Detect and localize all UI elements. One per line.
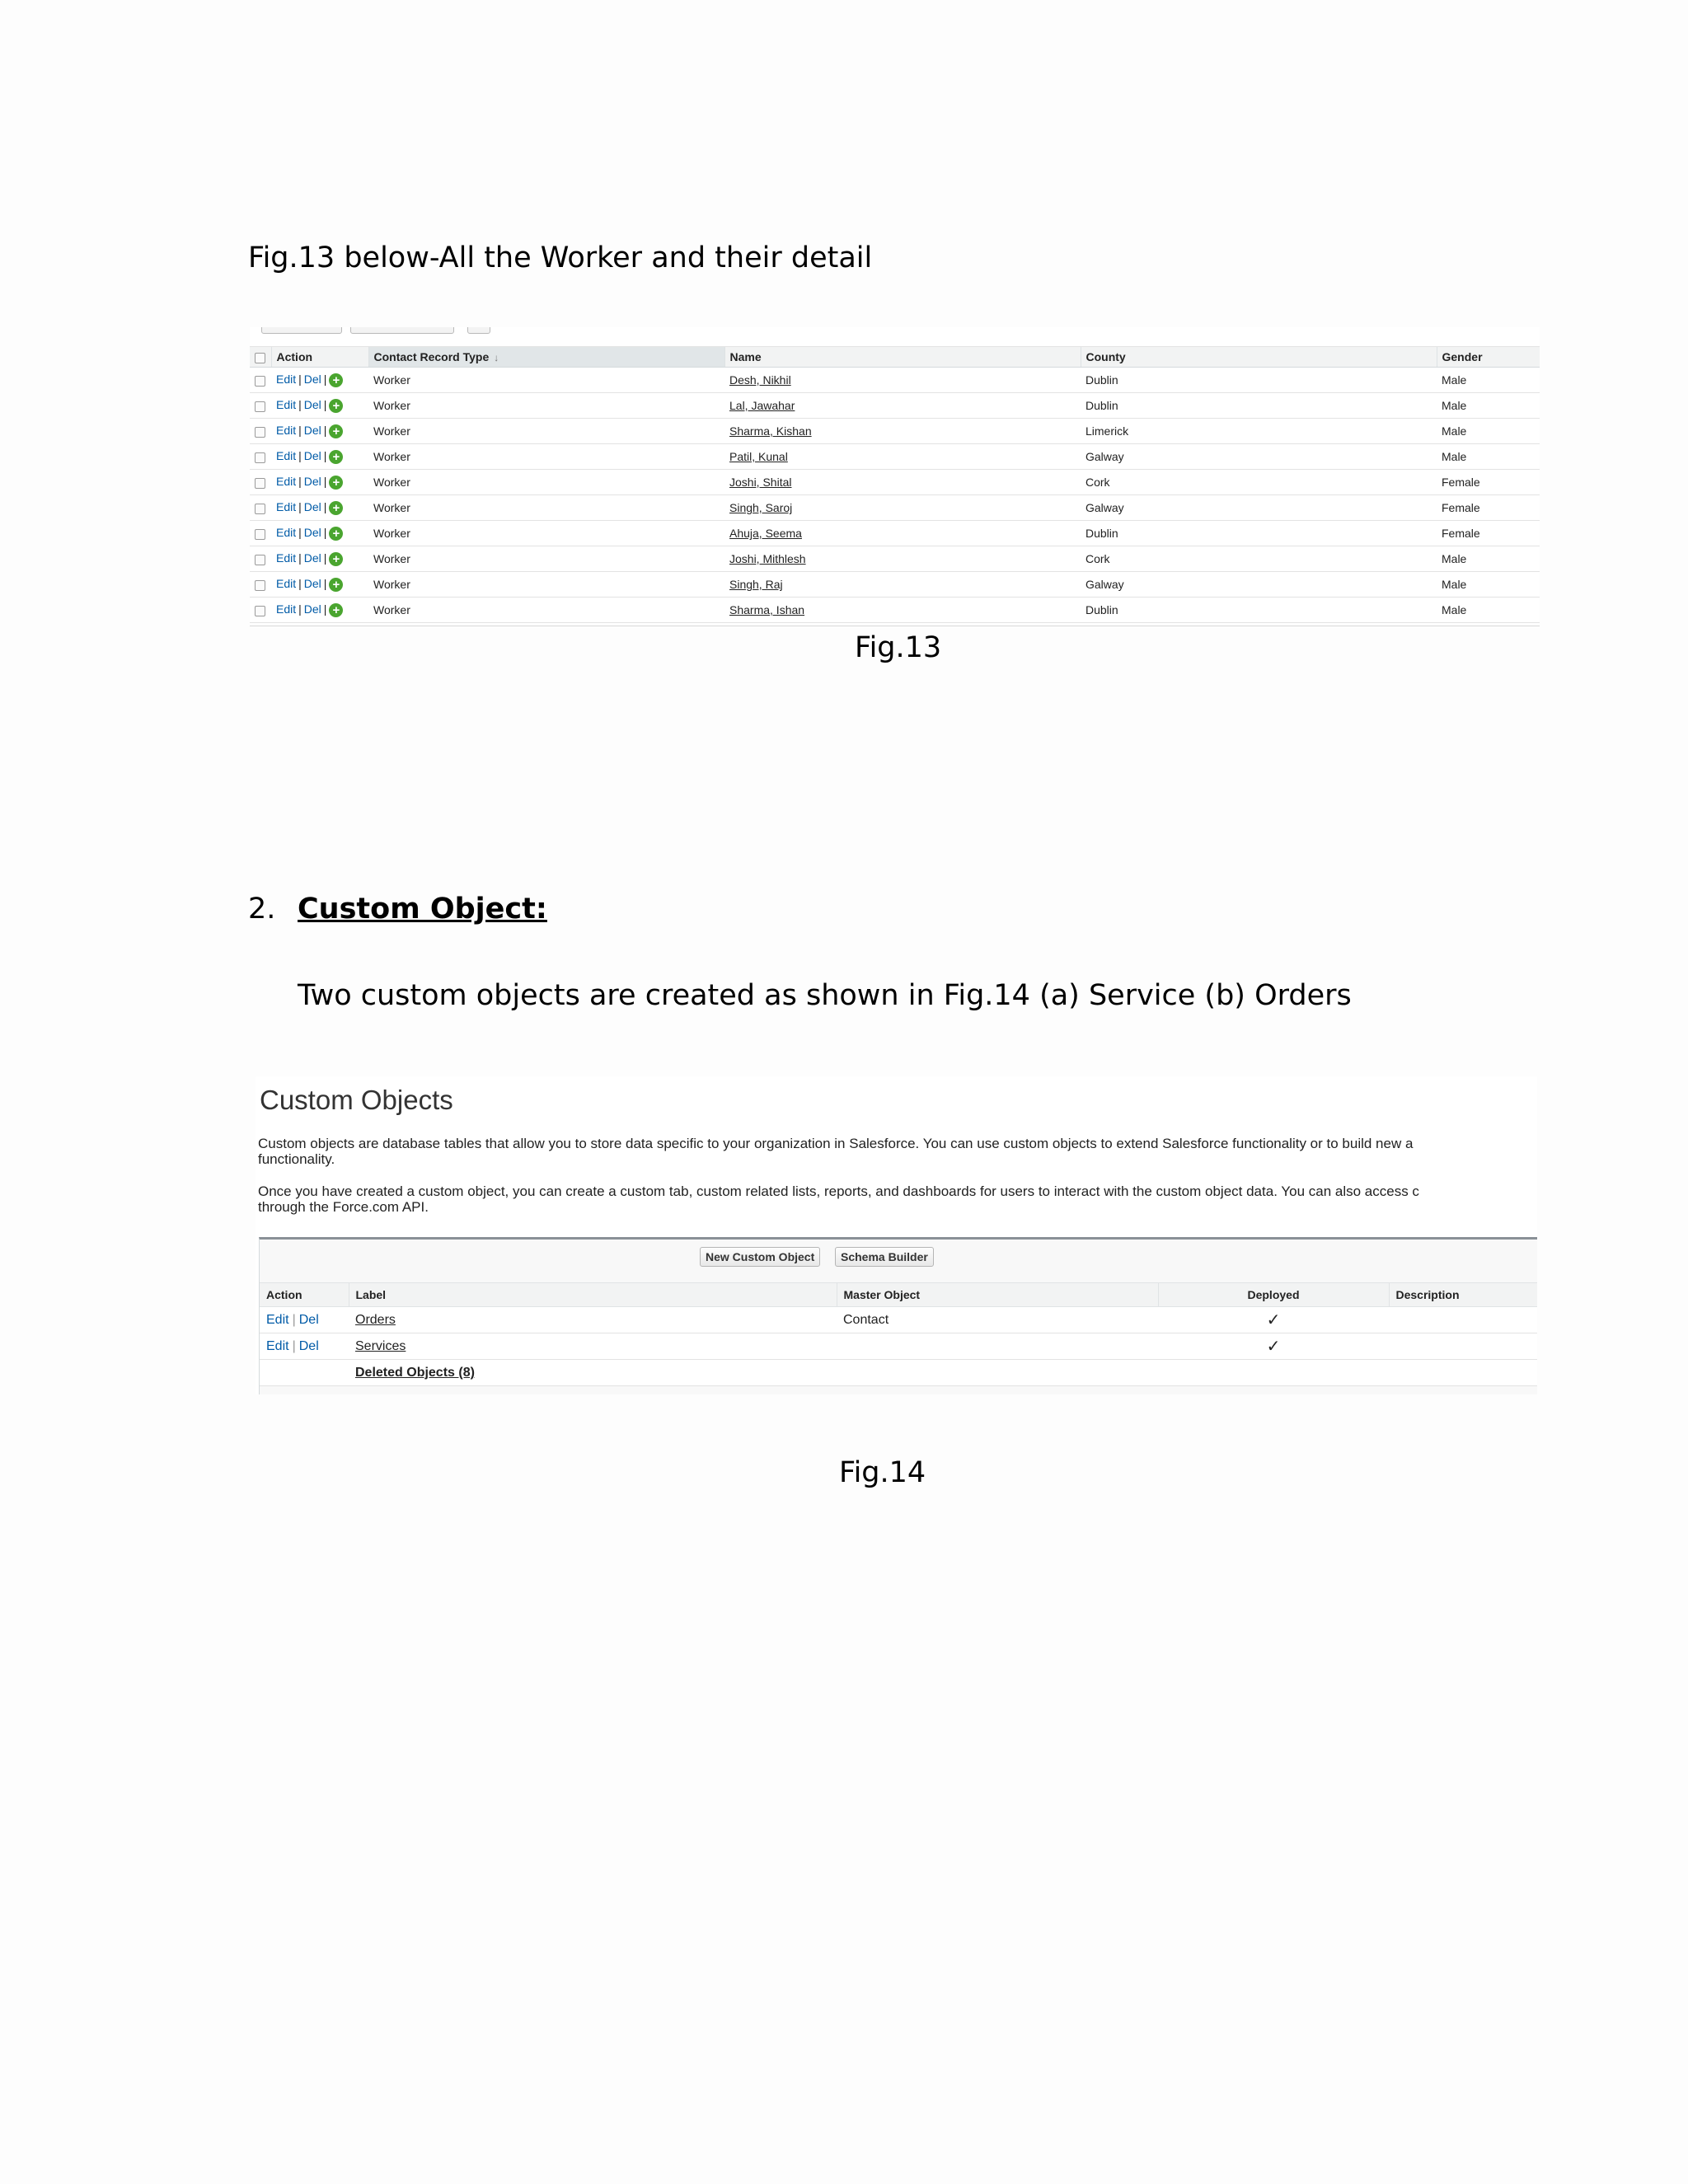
description-line: Custom objects are database tables that allow you to store data specific to your organization in Salesforce. You can use custom objects to extend Salesforce functionality or to build new a: [258, 1136, 1414, 1151]
custom-objects-description-1: [258, 1136, 1537, 1167]
separator: |: [292, 1312, 296, 1327]
gender-cell: Female: [1437, 521, 1540, 546]
separator: |: [323, 398, 327, 412]
empty-cell: [260, 1360, 349, 1386]
toolbar-button[interactable]: [350, 327, 454, 334]
select-all-checkbox[interactable]: [255, 353, 265, 363]
gender-cell: Male: [1437, 419, 1540, 444]
record-type-cell: Worker: [368, 572, 724, 598]
custom-objects-table: [260, 1282, 1537, 1386]
add-icon[interactable]: +: [329, 552, 343, 566]
separator: |: [323, 577, 327, 591]
gender-cell: Male: [1437, 572, 1540, 598]
edit-link[interactable]: Edit: [276, 424, 297, 438]
separator: |: [298, 602, 302, 616]
edit-link[interactable]: Edit: [266, 1312, 289, 1327]
name-cell: [724, 470, 1081, 495]
col-header-county[interactable]: County: [1081, 347, 1437, 368]
row-action-cell: [260, 1333, 349, 1360]
worker-name-link[interactable]: Patil, Kunal: [729, 450, 788, 463]
worker-name-link[interactable]: Ahuja, Seema: [729, 527, 802, 540]
label-cell: [349, 1333, 837, 1360]
separator: |: [323, 500, 327, 514]
county-cell: Galway: [1081, 495, 1437, 521]
deleted-objects-link[interactable]: Deleted Objects (8): [355, 1365, 475, 1380]
separator: |: [323, 373, 327, 387]
record-type-cell: Worker: [368, 470, 724, 495]
row-select-cell: [250, 572, 271, 598]
row-checkbox[interactable]: [255, 401, 265, 412]
object-label-link[interactable]: Services: [355, 1338, 406, 1353]
col-header-name[interactable]: Name: [724, 347, 1081, 368]
col-header-action: Action: [260, 1283, 349, 1307]
check-icon: ✓: [1266, 1311, 1281, 1329]
new-custom-object-button[interactable]: New Custom Object: [700, 1247, 820, 1267]
worker-name-link[interactable]: Singh, Raj: [729, 578, 783, 591]
table-toolbar: [250, 327, 1540, 347]
toolbar-button[interactable]: [261, 327, 342, 334]
record-type-cell: Worker: [368, 444, 724, 470]
delete-link[interactable]: Del: [298, 1312, 319, 1327]
name-cell: [724, 444, 1081, 470]
row-checkbox[interactable]: [255, 504, 265, 514]
custom-objects-panel: [259, 1237, 1537, 1394]
col-header-description: Description: [1389, 1283, 1537, 1307]
gender-cell: Male: [1437, 546, 1540, 572]
worker-rows: [250, 368, 1540, 623]
table-row: [250, 546, 1540, 572]
deployed-cell: [1158, 1307, 1389, 1333]
separator: |: [323, 424, 327, 438]
row-checkbox[interactable]: [255, 580, 265, 591]
name-cell: [724, 521, 1081, 546]
county-cell: Galway: [1081, 444, 1437, 470]
deployed-cell: [1158, 1333, 1389, 1360]
gender-cell: Male: [1437, 444, 1540, 470]
delete-link[interactable]: Del: [303, 526, 321, 540]
record-type-cell: Worker: [368, 598, 724, 623]
row-select-cell: [250, 598, 271, 623]
col-header-master-object: Master Object: [837, 1283, 1158, 1307]
worker-name-link[interactable]: Joshi, Mithlesh: [729, 552, 806, 565]
record-type-cell: Worker: [368, 368, 724, 393]
master-object-cell: Contact: [837, 1307, 1158, 1333]
row-action-cell: [271, 368, 368, 393]
gender-cell: Male: [1437, 368, 1540, 393]
edit-link[interactable]: Edit: [276, 500, 297, 514]
row-action-cell: [271, 444, 368, 470]
row-checkbox[interactable]: [255, 376, 265, 387]
name-cell: [724, 572, 1081, 598]
add-icon[interactable]: +: [329, 527, 343, 541]
add-icon[interactable]: +: [329, 476, 343, 490]
gender-cell: Female: [1437, 470, 1540, 495]
record-type-cell: Worker: [368, 419, 724, 444]
delete-link[interactable]: Del: [303, 424, 321, 438]
fig13-caption: Fig.13: [855, 631, 942, 664]
add-icon[interactable]: +: [329, 450, 343, 464]
worker-table: [250, 347, 1540, 623]
sort-arrow-icon: ↓: [494, 352, 499, 363]
separator: |: [323, 449, 327, 463]
empty-cell: [837, 1360, 1537, 1386]
master-object-cell: [837, 1333, 1158, 1360]
row-select-cell: [250, 368, 271, 393]
name-cell: [724, 495, 1081, 521]
county-cell: Dublin: [1081, 521, 1437, 546]
col-header-action: Action: [271, 347, 368, 368]
row-action-cell: [271, 546, 368, 572]
row-checkbox[interactable]: [255, 555, 265, 565]
row-action-cell: [271, 572, 368, 598]
deleted-objects-row: [260, 1360, 1537, 1386]
edit-link[interactable]: Edit: [276, 475, 297, 489]
record-type-cell: Worker: [368, 546, 724, 572]
row-action-cell: [271, 598, 368, 623]
edit-link[interactable]: Edit: [266, 1338, 289, 1353]
county-cell: Dublin: [1081, 598, 1437, 623]
name-cell: [724, 546, 1081, 572]
add-icon[interactable]: +: [329, 424, 343, 438]
edit-link[interactable]: Edit: [276, 526, 297, 540]
edit-link[interactable]: Edit: [276, 551, 297, 565]
row-select-cell: [250, 546, 271, 572]
table-row: [250, 393, 1540, 419]
row-select-cell: [250, 495, 271, 521]
table-row: [250, 419, 1540, 444]
row-action-cell: [271, 470, 368, 495]
worker-name-link[interactable]: Joshi, Shital: [729, 476, 792, 489]
worker-name-link[interactable]: Desh, Nikhil: [729, 373, 791, 387]
row-action-cell: [271, 521, 368, 546]
fig13-heading: Fig.13 below-All the Worker and their detail: [248, 241, 873, 274]
delete-link[interactable]: Del: [303, 398, 321, 412]
row-checkbox[interactable]: [255, 529, 265, 540]
add-icon[interactable]: +: [329, 373, 343, 387]
description-cell: [1389, 1307, 1537, 1333]
table-row: [250, 495, 1540, 521]
add-icon[interactable]: +: [329, 603, 343, 617]
table-header-row: [260, 1283, 1537, 1307]
separator: |: [298, 577, 302, 591]
label-cell: [349, 1307, 837, 1333]
row-select-cell: [250, 470, 271, 495]
delete-link[interactable]: Del: [303, 373, 321, 387]
row-action-cell: [271, 495, 368, 521]
delete-link[interactable]: Del: [303, 577, 321, 591]
table-header-row: [250, 347, 1540, 368]
edit-link[interactable]: Edit: [276, 398, 297, 412]
separator: |: [298, 500, 302, 514]
county-cell: Dublin: [1081, 393, 1437, 419]
edit-link[interactable]: Edit: [276, 373, 297, 387]
separator: |: [298, 551, 302, 565]
row-checkbox[interactable]: [255, 606, 265, 616]
county-cell: Dublin: [1081, 368, 1437, 393]
row-checkbox[interactable]: [255, 427, 265, 438]
separator: |: [298, 424, 302, 438]
check-icon: ✓: [1266, 1338, 1281, 1356]
row-select-cell: [250, 393, 271, 419]
delete-link[interactable]: Del: [303, 500, 321, 514]
separator: |: [323, 526, 327, 540]
row-action-cell: [260, 1307, 349, 1333]
custom-objects-description-2: [258, 1183, 1537, 1215]
custom-objects-screenshot: [256, 1076, 1537, 1394]
name-cell: [724, 368, 1081, 393]
county-cell: Cork: [1081, 470, 1437, 495]
table-row: [250, 368, 1540, 393]
object-label-link[interactable]: Orders: [355, 1312, 396, 1327]
custom-objects-title: Custom Objects: [260, 1085, 453, 1115]
delete-link[interactable]: Del: [303, 475, 321, 489]
delete-link[interactable]: Del: [303, 449, 321, 463]
gender-cell: Male: [1437, 393, 1540, 419]
custom-object-rows: [260, 1307, 1537, 1386]
description-line: through the Force.com API.: [258, 1199, 429, 1215]
add-icon[interactable]: +: [329, 501, 343, 515]
record-type-cell: Worker: [368, 521, 724, 546]
section-body: Two custom objects are created as shown in Fig.14 (a) Service (b) Orders: [298, 979, 1352, 1012]
add-icon[interactable]: +: [329, 399, 343, 413]
deleted-objects-cell: [349, 1360, 837, 1386]
button-row: [260, 1240, 1537, 1282]
col-header-record-type[interactable]: [368, 347, 724, 368]
separator: |: [292, 1338, 296, 1353]
table-row: [250, 572, 1540, 598]
edit-link[interactable]: Edit: [276, 602, 297, 616]
col-header-deployed: Deployed: [1158, 1283, 1389, 1307]
table-row: [260, 1307, 1537, 1333]
worker-name-link[interactable]: Sharma, Kishan: [729, 424, 812, 438]
separator: |: [298, 373, 302, 387]
description-cell: [1389, 1333, 1537, 1360]
county-cell: Limerick: [1081, 419, 1437, 444]
row-checkbox[interactable]: [255, 478, 265, 489]
row-checkbox[interactable]: [255, 452, 265, 463]
separator: |: [323, 475, 327, 489]
section-title: Custom Object:: [298, 893, 547, 926]
county-cell: Cork: [1081, 546, 1437, 572]
add-icon[interactable]: +: [329, 578, 343, 592]
col-header-gender[interactable]: Gender: [1437, 347, 1540, 368]
gender-cell: Male: [1437, 598, 1540, 623]
record-type-cell: Worker: [368, 393, 724, 419]
description-line: Once you have created a custom object, you can create a custom tab, custom related lists, reports, and dashboards for users to interact with the custom object data. You can also access c: [258, 1183, 1419, 1199]
fig14-caption: Fig.14: [839, 1456, 926, 1489]
separator: |: [323, 551, 327, 565]
delete-link[interactable]: Del: [303, 551, 321, 565]
row-select-cell: [250, 419, 271, 444]
edit-link[interactable]: Edit: [276, 449, 297, 463]
row-action-cell: [271, 419, 368, 444]
table-row: [250, 444, 1540, 470]
section-heading: [248, 893, 547, 926]
delete-link[interactable]: Del: [298, 1338, 319, 1353]
col-header-label: Label: [349, 1283, 837, 1307]
county-cell: Galway: [1081, 572, 1437, 598]
separator: |: [298, 449, 302, 463]
name-cell: [724, 393, 1081, 419]
worker-name-link[interactable]: Singh, Saroj: [729, 501, 793, 514]
table-row: [250, 521, 1540, 546]
worker-name-link[interactable]: Sharma, Ishan: [729, 603, 805, 616]
delete-link[interactable]: Del: [303, 602, 321, 616]
section-number: 2.: [248, 893, 276, 926]
schema-builder-button[interactable]: Schema Builder: [835, 1247, 934, 1267]
separator: |: [298, 475, 302, 489]
worker-table-screenshot: [250, 327, 1540, 626]
name-cell: [724, 419, 1081, 444]
table-row: [260, 1333, 1537, 1360]
separator: |: [298, 398, 302, 412]
table-row: [250, 598, 1540, 623]
record-type-cell: Worker: [368, 495, 724, 521]
name-cell: [724, 598, 1081, 623]
row-select-cell: [250, 521, 271, 546]
select-all-header[interactable]: [250, 347, 271, 368]
gender-cell: Female: [1437, 495, 1540, 521]
toolbar-button[interactable]: [467, 327, 490, 334]
col-header-record-type-label: Contact Record Type: [373, 350, 490, 363]
row-action-cell: [271, 393, 368, 419]
description-line: functionality.: [258, 1151, 335, 1167]
edit-link[interactable]: Edit: [276, 577, 297, 591]
row-select-cell: [250, 444, 271, 470]
table-row: [250, 470, 1540, 495]
worker-name-link[interactable]: Lal, Jawahar: [729, 399, 795, 412]
separator: |: [323, 602, 327, 616]
separator: |: [298, 526, 302, 540]
